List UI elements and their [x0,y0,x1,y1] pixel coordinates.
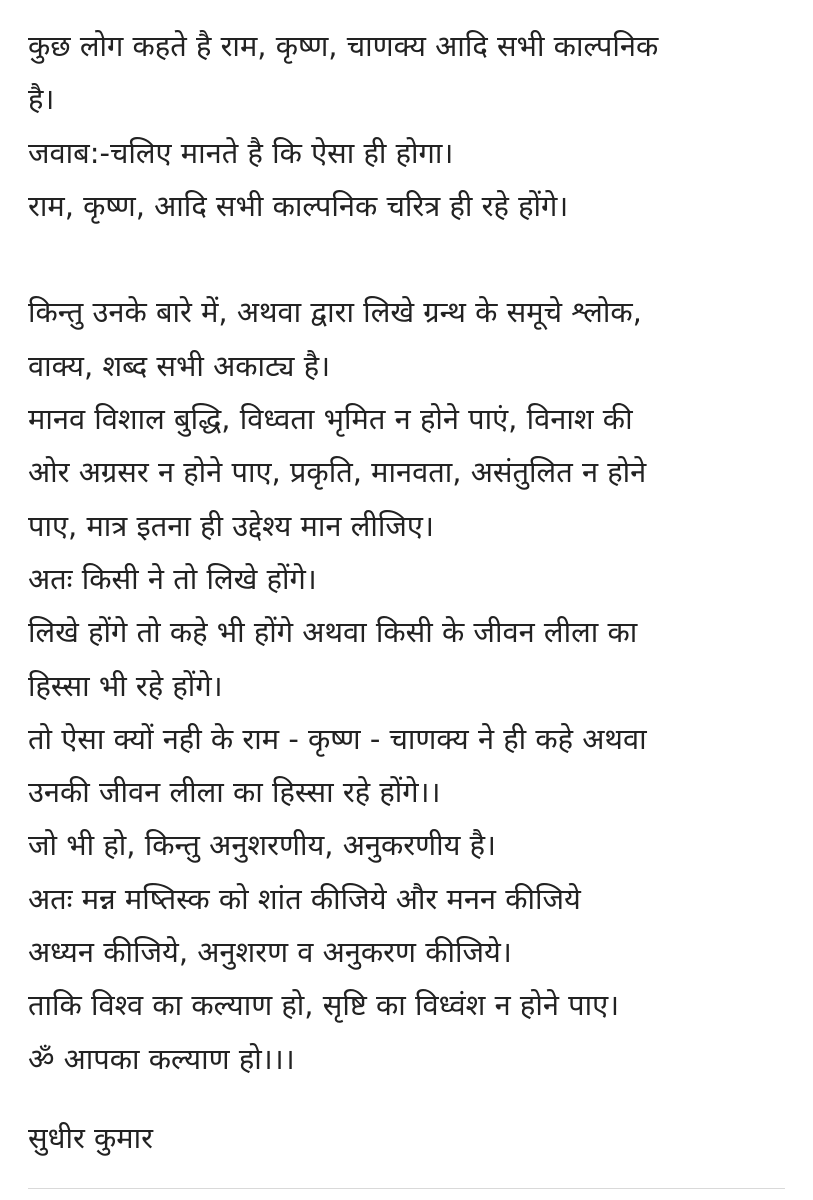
post-line: मानव विशाल बुद्धि, विध्वता भृमित न होने पाएं, विनाश की [28,402,633,437]
blank-line [28,233,803,286]
post-line: राम, कृष्ण, आदि सभी काल्पनिक चरित्र ही रहे होंगे। [28,188,569,223]
author-signature: सुधीर कुमार [28,1121,154,1155]
post-line: किन्तु उनके बारे में, अथवा द्वारा लिखे ग्रन्थ के समूचे श्लोक, [28,295,642,330]
post-line: लिखे होंगे तो कहे भी होंगे अथवा किसी के जीवन लीला का [28,615,638,650]
post-line: ताकि विश्व का कल्याण हो, सृष्टि का विध्वंश न होने पाए। [28,988,620,1023]
post-body [28,20,803,1086]
post-line: जवाब:-चलिए मानते है कि ऐसा ही होगा। [28,135,454,170]
post-line: ॐ आपका कल्याण हो।।। [28,1041,295,1076]
post-line: ओर अग्रसर न होने पाए, प्रकृति, मानवता, असंतुलित न होने [28,455,647,490]
post-line: हिस्सा भी रहे होंगे। [28,668,223,703]
divider [28,1188,785,1189]
post-line: अतः मन्न मष्तिस्क को शांत कीजिये और मनन कीजिये [28,881,581,916]
post-line: तो ऐसा क्यों नही के राम - कृष्ण - चाणक्य ने ही कहे अथवा [28,721,647,756]
post-line: कुछ लोग कहते है राम, कृष्ण, चाणक्य आदि सभी काल्पनिक [28,29,659,63]
post-line: पाए, मात्र इतना ही उद्देश्य मान लीजिए। [28,508,434,543]
post-line: है। [28,82,55,117]
post-line: अतः किसी ने तो लिखे होंगे। [28,561,317,596]
post-line: वाक्य, शब्द सभी अकाट्य है। [28,348,331,383]
post-line: अध्यन कीजिये, अनुशरण व अनुकरण कीजिये। [28,935,512,970]
post-line: उनकी जीवन लीला का हिस्सा रहे होंगे।। [28,775,441,810]
post-line: जो भी हो, किन्तु अनुशरणीय, अनुकरणीय है। [28,828,497,863]
